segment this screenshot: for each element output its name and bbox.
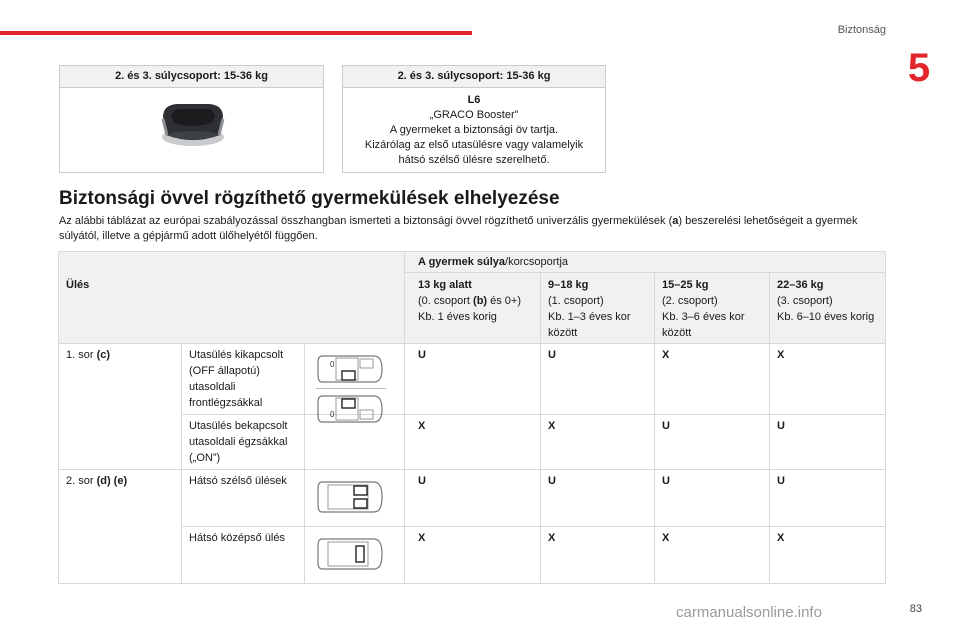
svg-text:0: 0 (330, 410, 335, 419)
seat-model: „GRACO Booster” (429, 109, 519, 121)
box-title: 2. és 3. súlycsoport: 15-36 kg (343, 66, 605, 88)
column-header-group1: 9–18 kg (1. csoport) Kb. 1–3 éves kor között (548, 279, 631, 339)
booster-image-box (59, 65, 324, 173)
section-title: Biztonság (837, 24, 886, 36)
page-number: 83 (909, 603, 922, 615)
watermark: carmanualsonline.info (676, 604, 822, 621)
seat-column-header: Ülés (66, 279, 90, 291)
intro-ref: a (672, 215, 679, 227)
intro-paragraph (59, 214, 889, 244)
column-header-group2: 15–25 kg (2. csoport) Kb. 3–6 éves kor között (662, 279, 745, 339)
seat-description: Hátsó szélső ülések (189, 475, 287, 487)
row-label-rear: 2. sor (d) (e) (66, 475, 128, 487)
weight-group-header: A gyermek súlya/korcsoportja (418, 256, 569, 268)
value-cell: U (418, 349, 426, 361)
value-cell: X (777, 532, 785, 544)
column-header-group0: 13 kg alatt (0. csoport (b) és 0+) Kb. 1 éves korig (418, 279, 522, 323)
value-cell: U (662, 475, 670, 487)
car-front-seat-icon (316, 391, 384, 427)
booster-seat-image (157, 93, 229, 149)
row-label-front: 1. sor (c) (66, 349, 111, 361)
value-cell: U (662, 420, 670, 432)
value-cell: U (548, 349, 556, 361)
booster-description-box (342, 65, 606, 173)
value-cell: U (777, 420, 785, 432)
seat-description: Hátsó középső ülés (189, 532, 285, 544)
child-seat-table (58, 251, 886, 584)
chapter-number: 5 (907, 46, 931, 90)
car-rear-outer-seats-icon (316, 477, 384, 517)
value-cell: X (548, 420, 556, 432)
car-rear-middle-seat-icon (316, 534, 384, 574)
value-cell: U (418, 475, 426, 487)
seat-code: L6 (467, 94, 481, 106)
section-heading: Biztonsági övvel rögzíthető gyermekülések elhelyezése (59, 188, 560, 209)
seat-description: Utasülés bekapcsolt utasoldali égzsákkal („ON”) (189, 420, 288, 464)
value-cell: X (418, 532, 426, 544)
value-cell: X (662, 532, 670, 544)
car-front-seat-icon (316, 351, 384, 387)
value-cell: X (662, 349, 670, 361)
svg-text:0: 0 (330, 360, 335, 369)
value-cell: U (777, 475, 785, 487)
value-cell: U (548, 475, 556, 487)
header-red-bar (0, 31, 472, 35)
value-cell: X (777, 349, 785, 361)
box-title: 2. és 3. súlycsoport: 15-36 kg (60, 66, 323, 88)
seat-description: Utasülés kikapcsolt (OFF állapotú) utasoldali frontlégzsákkal (189, 349, 284, 409)
intro-text: ) beszerelési lehetőségeit a gyermek súlyától, illetve a gépjármű adott ülőhelyétől függően. (59, 215, 858, 242)
column-header-group3: 22–36 kg (3. csoport) Kb. 6–10 éves korig (777, 279, 875, 323)
seat-note: Kizárólag az első utasülésre vagy valamelyik (364, 139, 584, 151)
value-cell: X (418, 420, 426, 432)
seat-note: hátsó szélső ülésre szerelhető. (398, 154, 550, 166)
seat-note: A gyermeket a biztonsági öv tartja. (389, 124, 559, 136)
intro-text: Az alábbi táblázat az európai szabályozással összhangban ismerteti a biztonsági övvel rögzíthető univerzális gyermekülések ( (59, 215, 673, 227)
value-cell: X (548, 532, 556, 544)
